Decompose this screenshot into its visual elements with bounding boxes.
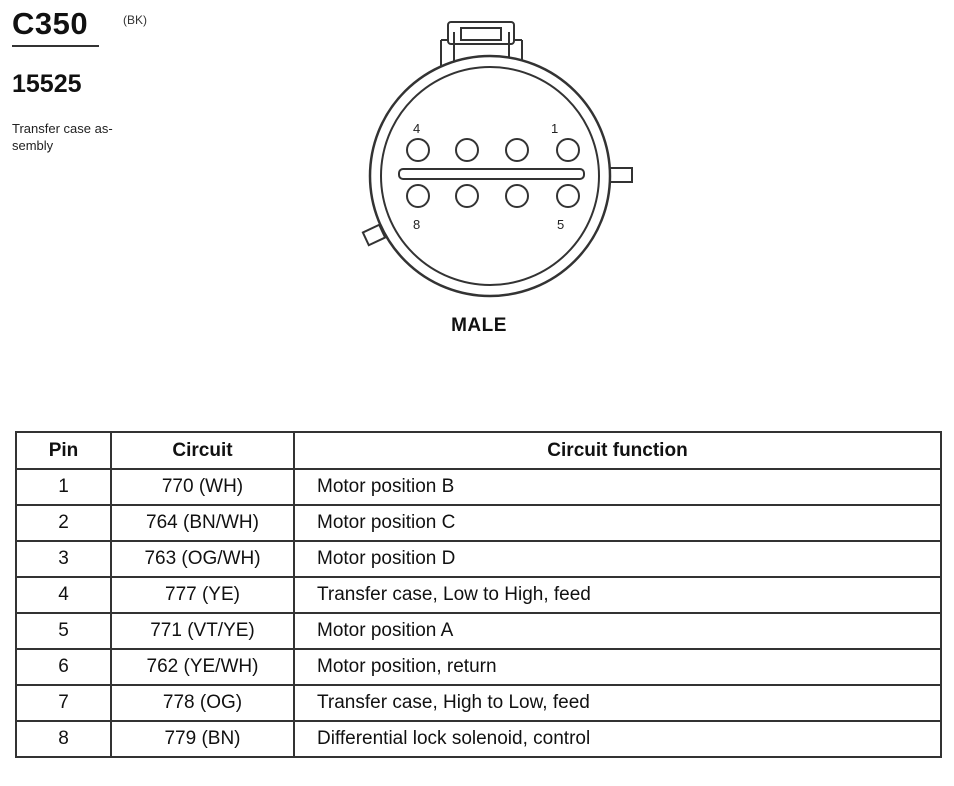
- cell-circuit: 763 (OG/WH): [111, 541, 294, 577]
- table-row: [16, 469, 941, 505]
- table-row: [16, 649, 941, 685]
- cell-circuit: 771 (VT/YE): [111, 613, 294, 649]
- terminal-pin-7: [456, 185, 478, 207]
- terminal-pin-4: [407, 139, 429, 161]
- pin-label-5: 5: [557, 217, 565, 232]
- header-circuit-function: Circuit function: [294, 432, 941, 469]
- cell-pin: 7: [16, 685, 111, 721]
- connector-key-right: [608, 168, 632, 182]
- terminal-pin-3: [456, 139, 478, 161]
- terminal-pin-6: [506, 185, 528, 207]
- table-row: [16, 541, 941, 577]
- pinout-body: [16, 469, 941, 757]
- component-description: [12, 120, 162, 154]
- component-description-text: Transfer case as- sembly: [12, 121, 113, 153]
- connector-id-underline: [12, 45, 99, 47]
- pin-label-4: 4: [413, 121, 421, 136]
- connector-face-diagram: [350, 10, 650, 310]
- pinout-header-row: [16, 432, 941, 469]
- header-pin: Pin: [16, 432, 111, 469]
- connector-id: C350: [12, 6, 89, 41]
- pinout-table: [15, 431, 942, 758]
- cell-circuit-function: Motor position A: [294, 613, 941, 649]
- cell-pin: 5: [16, 613, 111, 649]
- cell-circuit-function: Motor position, return: [294, 649, 941, 685]
- cell-circuit: 764 (BN/WH): [111, 505, 294, 541]
- cell-pin: 8: [16, 721, 111, 757]
- cell-circuit: 777 (YE): [111, 577, 294, 613]
- cell-circuit: 770 (WH): [111, 469, 294, 505]
- pin-label-8: 8: [413, 217, 421, 232]
- cell-circuit: 779 (BN): [111, 721, 294, 757]
- connector-gender-label: MALE: [451, 315, 507, 336]
- pin-label-1: 1: [551, 121, 559, 136]
- table-row: [16, 613, 941, 649]
- table-row: [16, 577, 941, 613]
- connector-color-code: (BK): [123, 13, 147, 27]
- cell-pin: 2: [16, 505, 111, 541]
- cell-circuit-function: Transfer case, Low to High, feed: [294, 577, 941, 613]
- cell-pin: 6: [16, 649, 111, 685]
- part-number: 15525: [12, 70, 82, 98]
- table-row: [16, 721, 941, 757]
- terminal-pin-8: [407, 185, 429, 207]
- cell-circuit: 778 (OG): [111, 685, 294, 721]
- cell-circuit-function: Motor position C: [294, 505, 941, 541]
- header-circuit: Circuit: [111, 432, 294, 469]
- cell-circuit-function: Transfer case, High to Low, feed: [294, 685, 941, 721]
- connector-center-divider: [399, 169, 584, 179]
- cell-circuit: 762 (YE/WH): [111, 649, 294, 685]
- cell-pin: 1: [16, 469, 111, 505]
- cell-circuit-function: Motor position D: [294, 541, 941, 577]
- table-row: [16, 685, 941, 721]
- terminal-pin-1: [557, 139, 579, 161]
- cell-circuit-function: Differential lock solenoid, control: [294, 721, 941, 757]
- terminal-pin-2: [506, 139, 528, 161]
- cell-circuit-function: Motor position B: [294, 469, 941, 505]
- terminal-pin-5: [557, 185, 579, 207]
- cell-pin: 3: [16, 541, 111, 577]
- cell-pin: 4: [16, 577, 111, 613]
- table-row: [16, 505, 941, 541]
